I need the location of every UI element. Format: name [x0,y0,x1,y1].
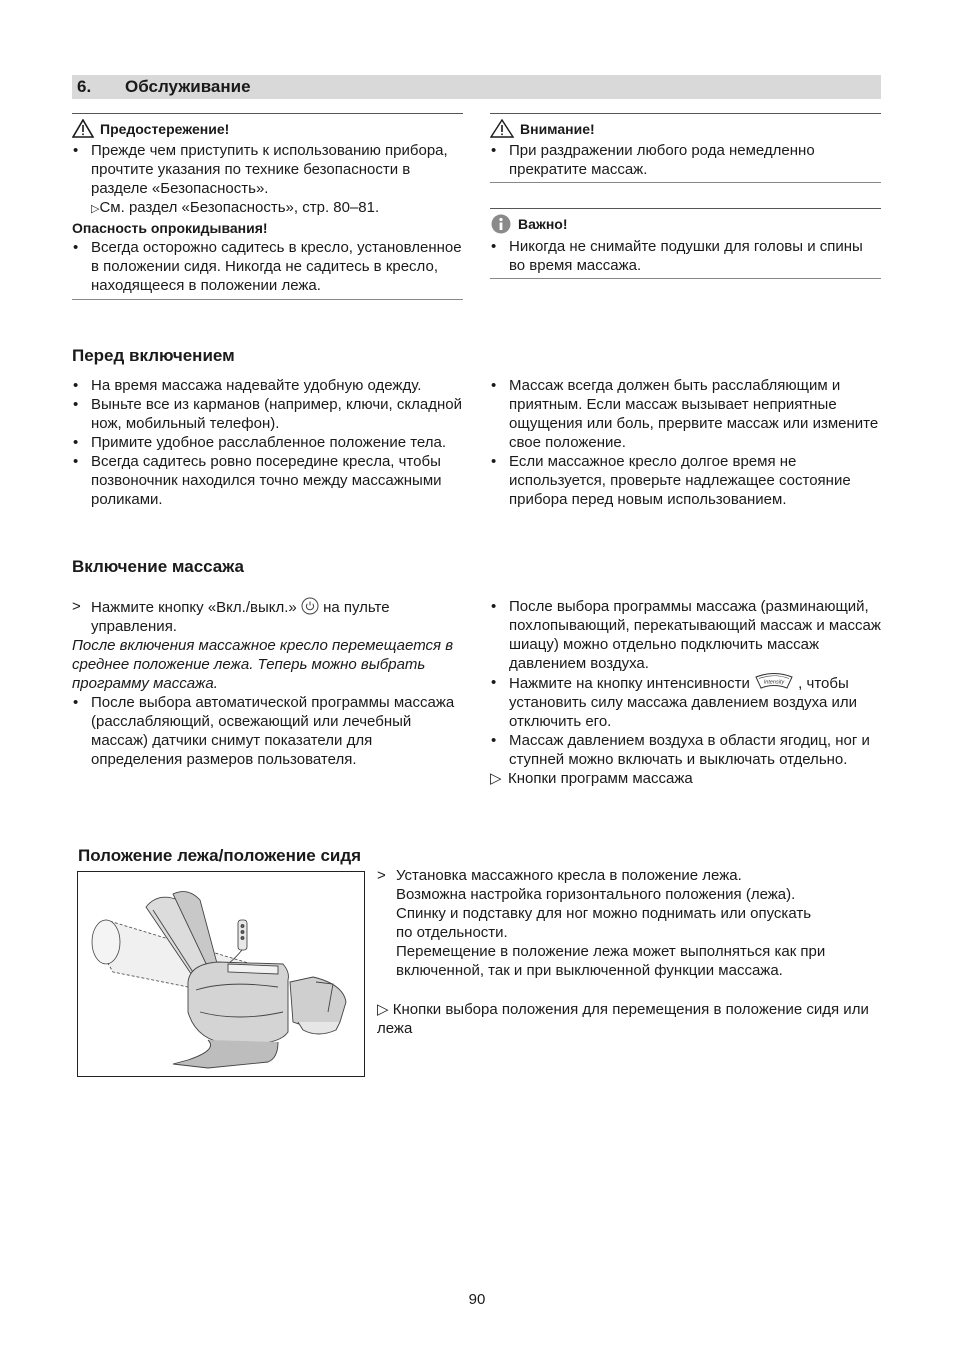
intensity-text-a: Нажмите на кнопку интенсивности [509,675,750,692]
triangle-right-icon: ▷ [377,1001,389,1018]
exclamation-triangle-icon [490,119,514,138]
before-heading: Перед включением [72,346,235,365]
before-right-list [490,376,881,509]
programs-ref-text: Кнопки программ массажа [508,770,693,787]
list-item: • Примите удобное расслабленное положение тела. [72,433,464,452]
start-heading: Включение массажа [72,557,244,576]
attention-box [490,113,881,183]
position-line: Установка массажного кресла в положение лежа. [396,867,742,884]
chair-illustration [77,871,365,1077]
important-item: • Никогда не снимайте подушки для головы и спины во время массажа. [490,237,881,275]
start-italic-note: После включения массажное кресло перемещается в среднее положение лежа. Теперь можно выбрать программу массажа. [72,637,454,692]
warning-heading-row [72,119,463,138]
position-line: по отдельности. [396,924,508,941]
triangle-right-icon: ▷ [490,770,502,787]
list-item [490,673,881,731]
position-ref [377,1000,881,1038]
step-marker: > [377,867,386,884]
start-right [490,597,881,788]
section-number: 6. [77,77,92,96]
position-heading: Положение лежа/положение сидя [78,846,362,865]
section-header [72,75,881,99]
power-icon [301,597,319,615]
position-line: Перемещение в положение лежа может выполняться как при [396,943,826,960]
start-left [72,597,464,769]
intensity-label: Intensity [763,679,785,686]
tip-over-heading: Опасность опрокидывания! [72,220,268,236]
warning-heading: Предостережение! [100,120,230,137]
warning-item: • Всегда осторожно садитесь в кресло, установленное в положении сидя. Никогда не садитесь в кресло, находящееся в положении лежа. [72,238,463,295]
warning-triangle-icon [72,119,94,138]
programs-ref [490,769,881,788]
position-text [377,866,881,1038]
important-heading: Важно! [518,216,568,232]
list-item: • Всегда садитесь ровно посередине кресла, чтобы позвоночник находился точно между массажными роликами. [72,452,464,509]
position-step [377,866,881,980]
list-item: • Если массажное кресло долгое время не используется, проверьте надлежащее состояние прибора перед новым использованием. [490,452,881,509]
list-item: • Массаж давлением воздуха в области ягодиц, ног и ступней можно включать и выключать отдельно. [490,731,881,769]
intensity-text-b: , чтобы установить силу массажа давлением воздуха или отключить его. [509,675,857,730]
warning-ref-text: См. раздел «Безопасность», стр. 80–81. [99,199,380,216]
step-marker: > [72,598,81,615]
warning-ref [72,198,463,219]
list-item: • После выбора автоматической программы массажа (расслабляющий, освежающий или лечебный массаж) датчики снимут показатели для определения размеров пользователя. [72,693,464,769]
list-item: • На время массажа надевайте удобную одежду. [72,376,464,395]
page-number: 90 [468,1291,486,1308]
list-item: • Массаж всегда должен быть расслабляющим и приятным. Если массаж вызывает неприятные ощущения или боль, прервите массаж или измените свое положение. [490,376,881,452]
list-item: • Выньте все из карманов (например, ключи, складной нож, мобильный телефон). [72,395,464,433]
intensity-button-icon [754,673,794,691]
step-text-a: Нажмите кнопку «Вкл./выкл.» [91,599,297,616]
section-title: Обслуживание [125,77,251,96]
warning-box [72,113,463,300]
important-box [490,208,881,279]
position-line: Спинку и подставку для ног можно поднимать или опускать [396,905,812,922]
important-heading-row [490,214,881,234]
position-line: включенной, так и при выключенной функции массажа. [396,962,783,979]
attention-item: • При раздражении любого рода немедленно прекратите массаж. [490,141,881,179]
position-line: Возможна настройка горизонтального положения (лежа). [396,886,796,903]
step-text-b: на пульте управления. [91,599,390,635]
before-left-list [72,376,464,509]
start-step [72,597,464,636]
list-item: • После выбора программы массажа (разминающий, похлопывающий, перекатывающий массаж и массаж шиацу) можно отдельно подключить массаж давлением воздуха. [490,597,881,673]
info-icon [490,214,512,234]
position-ref-text: Кнопки выбора положения для перемещения в положение сидя или лежа [377,1001,869,1037]
attention-heading-row [490,119,881,138]
warning-item: • Прежде чем приступить к использованию прибора, прочтите указания по технике безопасности в разделе «Безопасность». [72,141,463,198]
attention-heading: Внимание! [520,120,595,137]
triangle-right-icon: ▷ [91,203,100,215]
massage-chair-drawing [78,872,364,1076]
